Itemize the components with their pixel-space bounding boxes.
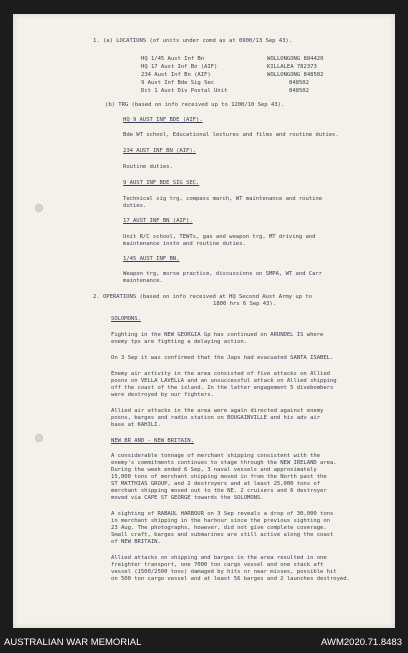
paragraph-line: 15,000 tons of merchant shipping moved in from the North past the xyxy=(111,474,327,480)
location-place: 848502 xyxy=(289,80,309,86)
archive-footer xyxy=(0,630,408,653)
paragraph-line: Small craft, barges and submarines are still active along the coast xyxy=(111,532,334,538)
location-unit: 234 Aust Inf Bn (AIF) xyxy=(141,72,211,78)
punch-hole xyxy=(35,434,43,442)
paragraph-line: base at KAHILI. xyxy=(111,422,161,428)
paragraph-line: Enemy air activity in the area consisted of five attacks on Allied xyxy=(111,371,330,377)
unit-heading: 1/45 AUST INF BN. xyxy=(123,256,180,262)
paragraph-line: Fighting in the NEW GEORGIA Gp has continued on ARUNDEL IS where xyxy=(111,332,324,338)
unit-heading: HQ 9 AUST INF BDE (AIF). xyxy=(123,117,203,123)
location-place: KILLALEA 782373 xyxy=(267,64,317,70)
location-place: WOLLONGONG 884420 xyxy=(267,56,324,62)
paragraph-line: merchant shipping moved out to the NE. 2 cruisers and 6 destroyer xyxy=(111,488,327,494)
paragraph-line: A sighting of RABAUL HARBOUR on 3 Sep reveals a drop of 30,000 tons xyxy=(111,511,334,517)
paragraph-line: Bde WT school, Educational lectures and films and routine duties. xyxy=(123,132,339,138)
unit-heading: 9 AUST INF BDE SIG SEC. xyxy=(123,180,200,186)
paragraph-line: 1800 hrs 6 Sep 43). xyxy=(213,301,277,307)
paragraph-line: ST MATTHIAS GROUP, and 2 destroyers and at least 25,000 tons of xyxy=(111,481,321,487)
paragraph-line: on 500 ton cargo vessel and at least 56 barges and 2 launches destroyed. xyxy=(111,576,350,582)
paragraph-line: Routine duties. xyxy=(123,164,173,170)
location-unit: HQ 1/45 Aust Inf Bn xyxy=(141,56,205,62)
location-unit: 9 Aust Inf Bde Sig Sec xyxy=(141,80,214,86)
paragraph-line: in merchant shipping in the harbour since the previous sighting on xyxy=(111,518,330,524)
location-place: 848502 xyxy=(289,88,309,94)
paragraph-line: Allied attacks on shipping and barges in the area resulted in one xyxy=(111,555,327,561)
area-heading: SOLOMONS. xyxy=(111,316,141,322)
operations-heading: 2. OPERATIONS (based on info received at HQ Second Aust Army up to xyxy=(93,294,312,300)
paragraph-line: maintenance instn and routine duties. xyxy=(123,241,246,247)
paragraph-line: 23 Aug. The photographs, however, did not give complete coverage. xyxy=(111,525,327,531)
paragraph-line: moved via CAPE ST GEORGE towards the SOLOMONS. xyxy=(111,495,264,501)
location-unit: Dct 1 Aust Div Postal Unit xyxy=(141,88,228,94)
paragraph-line: maintenance. xyxy=(123,278,163,284)
paragraph-line: vessel (1500/2500 tons) damaged by hits or near misses, possible hit xyxy=(111,569,337,575)
punch-hole xyxy=(35,204,43,212)
paragraph-line: posns, barges and radio station on BOUGAINVILLE and his adv air xyxy=(111,415,321,421)
area-heading: NEW BR AND - NEW BRITAIN. xyxy=(111,438,194,444)
paragraph-line: Unit R/C school, TEWTs, gas and weapon trg, MT driving and xyxy=(123,234,316,240)
document-page xyxy=(13,14,395,628)
archive-reference: AWM2020.71.8483 xyxy=(321,637,402,648)
paragraph-line: During the week ended 6 Sep, 3 naval vessels and approximately xyxy=(111,467,317,473)
paragraph-line: enemy's commitments continues to stage through the NEW IRELAND area. xyxy=(111,460,337,466)
paragraph-line: of NEW BRITAIN. xyxy=(111,539,161,545)
paragraph-line: Weapon trg, morse practice, discussions on SMPA, WT and Carr xyxy=(123,271,323,277)
unit-heading: 17 AUST INF BN (AIF). xyxy=(123,218,193,224)
location-unit: HQ 17 Aust Inf Bn (AIF) xyxy=(141,64,218,70)
archive-name: AUSTRALIAN WAR MEMORIAL xyxy=(4,637,142,648)
paragraph-line: posns on VELLA LAVELLA and an unsuccessful attack on Allied shipping xyxy=(111,378,337,384)
locations-heading: 1. (a) LOCATIONS (of units under comd as at 0900/13 Sep 43). xyxy=(93,38,293,44)
unit-heading: 234 AUST INF BN (AIF). xyxy=(123,148,196,154)
training-heading: (b) TRG (based on info received up to 1200/10 Sep 43). xyxy=(105,102,285,108)
paragraph-line: off the coast of the island. In the latter engagement 5 divebombers xyxy=(111,385,334,391)
paragraph-line: A considerable tonnage of merchant shipping consistent with the xyxy=(111,453,321,459)
paragraph-line: On 3 Sep it was confirmed that the Japs had evacuated SANTA ISABEL. xyxy=(111,355,334,361)
paragraph-line: enemy tps are fighting a delaying action. xyxy=(111,339,248,345)
paragraph-line: Technical sig trg, compass march, WT maintenance and routine xyxy=(123,196,323,202)
paragraph-line: freighter transport, one 7000 ton cargo vessel and one stack aft xyxy=(111,562,324,568)
location-place: WOLLONGONG 848502 xyxy=(267,72,324,78)
paragraph-line: were destroyed by our fighters. xyxy=(111,392,214,398)
paragraph-line: duties. xyxy=(123,203,147,209)
paragraph-line: Allied air attacks in the area were again directed against enemy xyxy=(111,408,324,414)
